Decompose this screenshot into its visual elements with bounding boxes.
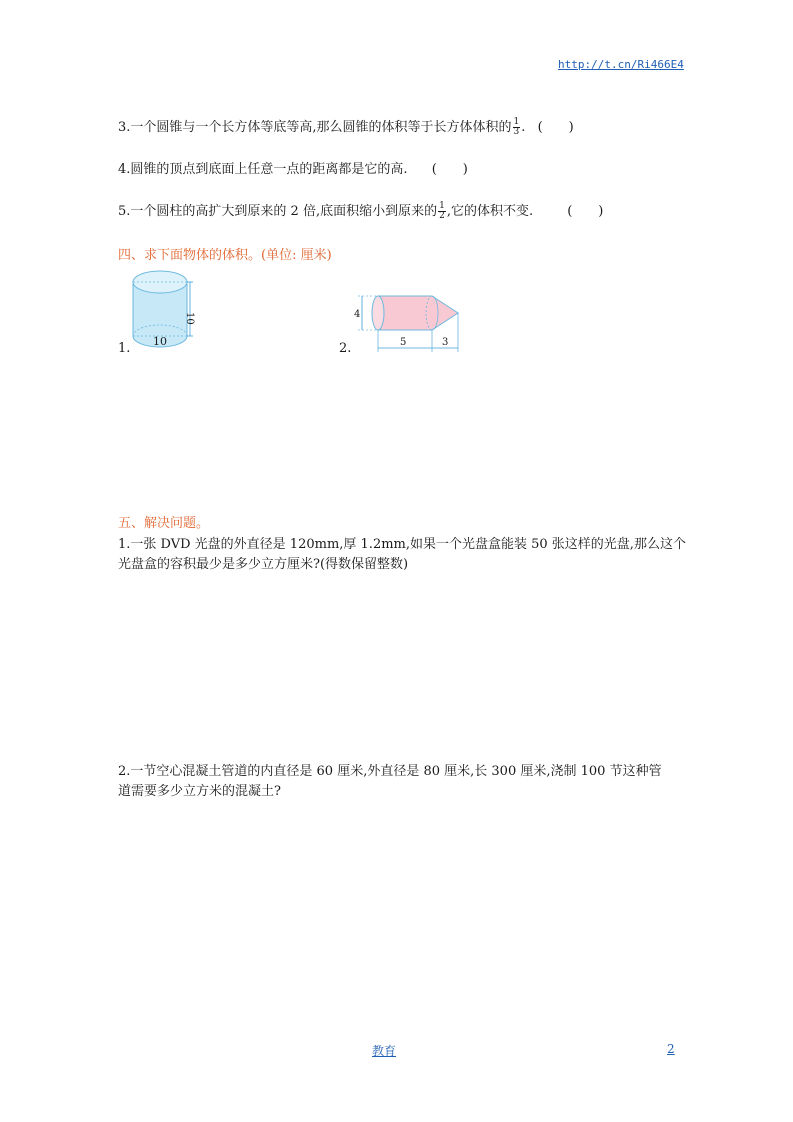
question-3-text: 3.一个圆锥与一个长方体等底等高,那么圆锥的体积等于长方体体积的 xyxy=(118,120,512,135)
question-4 xyxy=(118,161,468,179)
question-5 xyxy=(118,202,603,221)
figure-2-cone-length-label: 3 xyxy=(442,337,449,348)
question-5-end: ,它的体积不变. xyxy=(446,204,534,219)
question-3-end: . xyxy=(521,120,526,135)
figure-2-diameter-label: 4 xyxy=(354,309,361,320)
header-link[interactable]: http://t.cn/Ri466E4 xyxy=(558,58,684,71)
answer-bracket[interactable]: ( ) xyxy=(537,120,574,135)
question-3 xyxy=(118,118,574,137)
figure-1-label: 1. xyxy=(118,341,131,356)
fraction-one-half xyxy=(438,202,446,221)
section-5-title: 五、解决问题。 xyxy=(118,516,210,531)
question-4-text: 4.圆锥的顶点到底面上任意一点的距离都是它的高. xyxy=(118,162,408,177)
figure-2-cylinder-length-label: 5 xyxy=(400,337,407,348)
fraction-numerator: 1 xyxy=(513,117,520,127)
fraction-denominator: 2 xyxy=(439,211,445,221)
problem-2-line-1: 2.一节空心混凝土管道的内直径是 60 厘米,外直径是 80 厘米,长 300 厘米,浇制 100 节这种管 xyxy=(118,764,662,779)
problem-2-line-2: 道需要多少立方米的混凝土? xyxy=(118,784,281,799)
cylinder-diameter-label: 10 xyxy=(153,335,167,348)
fraction-one-third xyxy=(513,118,521,137)
answer-bracket[interactable]: ( ) xyxy=(431,162,468,177)
cylinder-cone-figure xyxy=(350,290,465,356)
figure-2-label: 2. xyxy=(339,341,352,356)
fraction-numerator: 1 xyxy=(439,201,445,211)
problem-1-line-2: 光盘盒的容积最少是多少立方厘米?(得数保留整数) xyxy=(118,557,409,572)
page-number: 2 xyxy=(667,1042,675,1056)
footer-link[interactable]: 教育 xyxy=(372,1044,397,1058)
problem-1-line-1: 1.一张 DVD 光盘的外直径是 120mm,厚 1.2mm,如果一个光盘盒能装 50 张这样的光盘,那么这个 xyxy=(118,537,686,552)
answer-bracket[interactable]: ( ) xyxy=(567,204,604,219)
fraction-denominator: 3 xyxy=(513,127,520,137)
cylinder-figure xyxy=(128,266,198,356)
cylinder-height-label: 10 xyxy=(184,312,195,325)
question-5-text: 5.一个圆柱的高扩大到原来的 2 倍,底面积缩小到原来的 xyxy=(118,204,438,219)
section-4-title: 四、求下面物体的体积。(单位: 厘米) xyxy=(118,248,332,263)
